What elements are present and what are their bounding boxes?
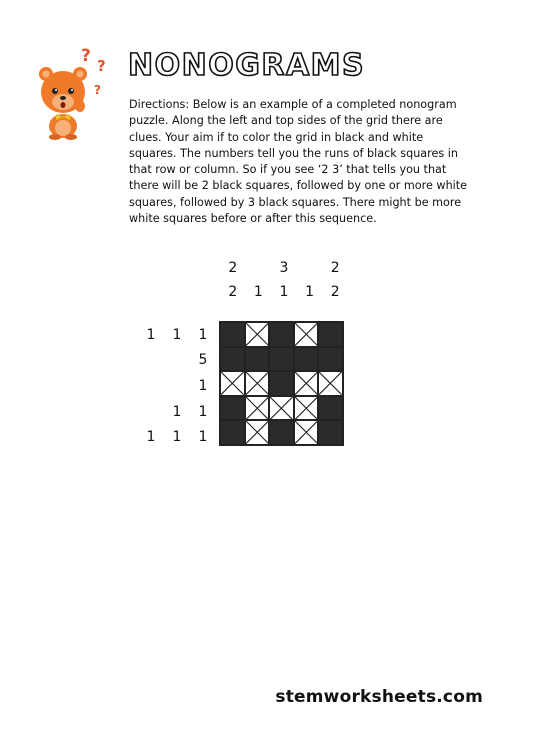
cross-mark-icon [319, 372, 342, 395]
crossed-cell [269, 396, 294, 421]
grid-row [220, 396, 343, 421]
filled-cell [269, 371, 294, 396]
cross-mark-icon [246, 421, 269, 444]
row-clue: 5 [198, 352, 208, 369]
cross-mark-icon [246, 323, 269, 346]
grid-row [220, 322, 343, 347]
row-clue: 1 [146, 429, 156, 446]
cross-mark-icon [295, 323, 318, 346]
filled-cell [220, 347, 245, 372]
filled-cell [220, 420, 245, 445]
page-title: NONOGRAMS [128, 48, 366, 83]
row-clue: 1 [172, 326, 182, 343]
row-clue: 1 [172, 403, 182, 420]
row-clue: 1 [146, 326, 156, 343]
cross-mark-icon [295, 372, 318, 395]
question-mark-icon: ? [81, 46, 91, 66]
directions-text: Directions: Below is an example of a completed nonogram puzzle. Along the left and top sides of the grid there are clues. Your aim if to color the grid in black and white squares. The numbers tell you the runs of black squares in that row or column. So if you see ‘2 3’ that tells you that there will be 2 black squares, followed by one or more white squares, followed by 3 black squares. There might be more white squares before or after this sequence. [129, 98, 468, 226]
row-clue: 1 [198, 403, 208, 420]
filled-cell [294, 347, 319, 372]
column-clue: 2 [228, 284, 238, 300]
crossed-cell [245, 420, 270, 445]
cross-mark-icon [295, 397, 318, 420]
column-clue: 2 [228, 260, 238, 276]
grid-row [220, 420, 343, 445]
crossed-cell [220, 371, 245, 396]
filled-cell [269, 420, 294, 445]
filled-cell [220, 322, 245, 347]
cross-mark-icon [246, 372, 269, 395]
crossed-cell [294, 420, 319, 445]
footer-website: stemworksheets.com [275, 687, 483, 707]
crossed-cell [318, 371, 343, 396]
nonogram-grid [219, 321, 344, 446]
crossed-cell [245, 396, 270, 421]
grid-row [220, 371, 343, 396]
column-clue: 1 [253, 284, 263, 300]
row-clue: 1 [198, 429, 208, 446]
crossed-cell [294, 371, 319, 396]
row-clue: 1 [172, 429, 182, 446]
filled-cell [318, 396, 343, 421]
grid-row [220, 347, 343, 372]
crossed-cell [294, 322, 319, 347]
filled-cell [318, 347, 343, 372]
filled-cell [269, 322, 294, 347]
row-clue: 1 [198, 378, 208, 394]
question-mark-icon: ? [97, 57, 106, 75]
filled-cell [245, 347, 270, 372]
row-clue: 1 [198, 326, 208, 343]
crossed-cell [245, 371, 270, 396]
crossed-cell [245, 322, 270, 347]
column-clue: 1 [305, 284, 315, 300]
filled-cell [318, 322, 343, 347]
cross-mark-icon [295, 421, 318, 444]
column-clue: 2 [330, 260, 340, 276]
filled-cell [269, 347, 294, 372]
filled-cell [318, 420, 343, 445]
filled-cell [220, 396, 245, 421]
cross-mark-icon [246, 397, 269, 420]
cross-mark-icon [221, 372, 244, 395]
crossed-cell [294, 396, 319, 421]
cross-mark-icon [270, 397, 293, 420]
column-clue: 1 [279, 284, 289, 300]
question-mark-icon: ? [94, 83, 101, 97]
column-clue: 2 [330, 284, 340, 300]
column-clue: 3 [279, 260, 289, 276]
